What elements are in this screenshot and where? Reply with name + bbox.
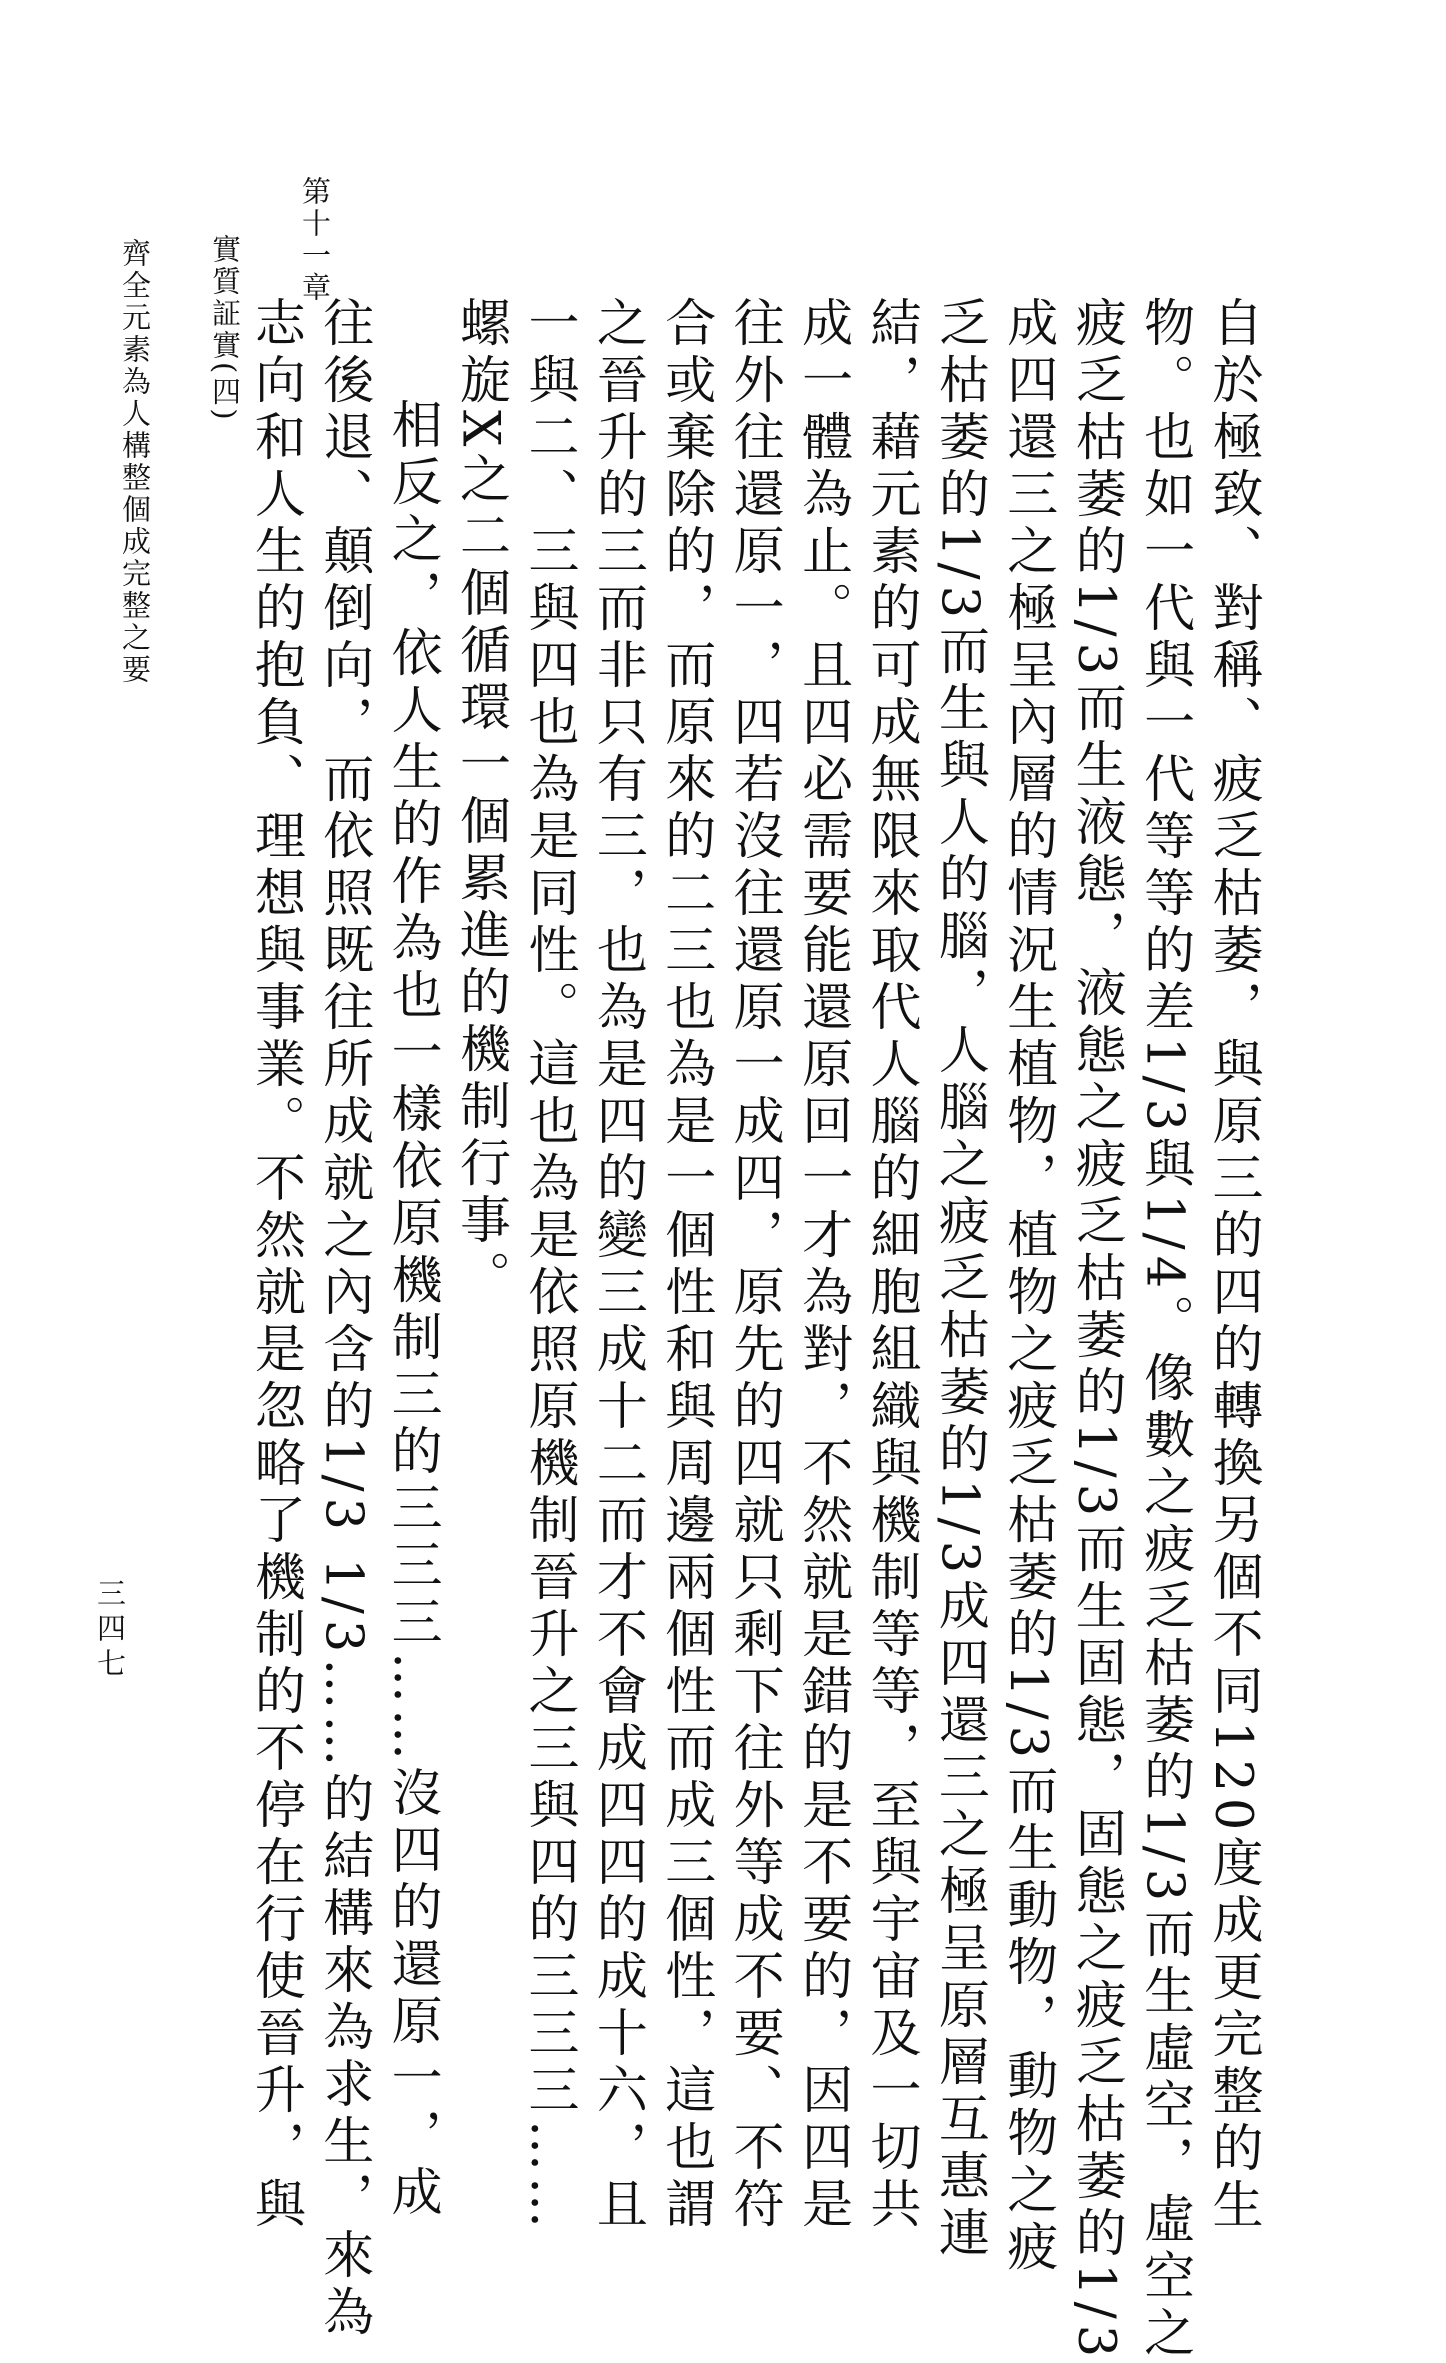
text-column: 成一體為止。且四必需要能還原回一才為對，不然就是錯的是不要的，因四是 xyxy=(792,296,852,2234)
text-column: 物。也如一代與一代等等的差1/3與1/4。像數之疲乏枯萎的1/3而生虛空，虛空之 xyxy=(1134,296,1194,2363)
text-column: 相反之，依人生的作為也一樣依原機制三的三三三……沒四的還原一，成 xyxy=(382,398,442,2222)
text-column: 自於極致、對稱、疲乏枯萎，與原三的四的轉換另個不同120度成更完整的生 xyxy=(1203,296,1262,2236)
text-column: 往外往還原一，四若沒往還原一成四，原先的四就只剩下往外等成不要、不符 xyxy=(724,296,784,2234)
text-column: 乏枯萎的1/3而生與人的腦，人腦之疲乏枯萎的1/3成四還三之極呈原層互惠連 xyxy=(929,296,989,2264)
chapter-label: 第十一章 xyxy=(298,176,332,304)
text-column: 志向和人生的抱負、理想與事業。不然就是忽略了機制的不停在行使晉升，與 xyxy=(245,296,305,2234)
text-column: 疲乏枯萎的1/3而生液態，液態之疲乏枯萎的1/3而生固態，固態之疲乏枯萎的1/3 xyxy=(1066,296,1126,2363)
section-title: 齊全元素為人構整個成完整之要 xyxy=(118,238,152,686)
book-title: 實質証實(四) xyxy=(208,234,242,423)
text-column: 一與二、三與四也為是同性。這也為是依照原機制晉升之三與四的三三三…… xyxy=(518,296,578,2234)
text-column: 成四還三之極呈內層的情況生植物，植物之疲乏枯萎的1/3而生動物，動物之疲 xyxy=(997,296,1057,2278)
text-column: 螺旋X之二個循環一個累進的機制行事。 xyxy=(450,296,510,1308)
text-column: 結，藉元素的可成無限來取代人腦的細胞組織與機制等等，至與宇宙及一切共 xyxy=(860,296,920,2234)
body-text xyxy=(240,296,1266,2363)
page-number: 三四七 xyxy=(93,1578,127,1683)
running-header xyxy=(90,176,360,1276)
text-column: 往後退、顛倒向，而依照既往所成就之內含的1/3 1/3……的結構來為求生，來為 xyxy=(313,296,373,2343)
text-column: 合或棄除的，而原來的二三也為是一個性和與周邊兩個性而成三個性，這也謂 xyxy=(655,296,715,2234)
text-column: 之晉升的三而非只有三，也為是四的變三成十二而才不會成四四的成十六，且 xyxy=(587,296,647,2234)
